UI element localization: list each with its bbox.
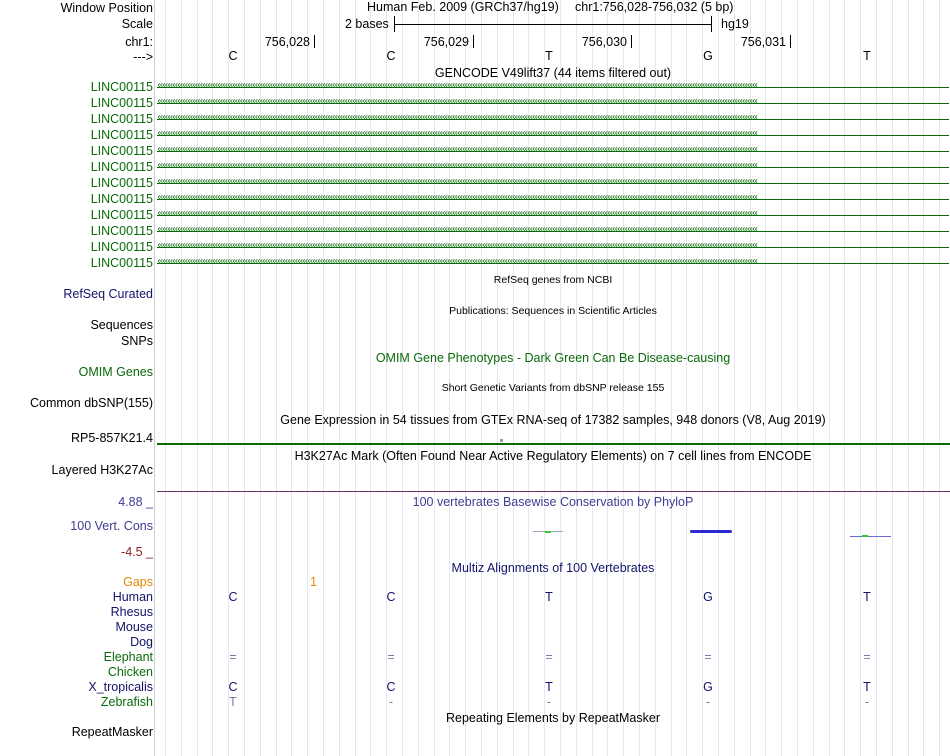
grid-line — [607, 0, 608, 756]
species-base: C — [386, 680, 396, 694]
grid-line — [560, 0, 561, 756]
grid-line — [718, 0, 719, 756]
gtex-marker — [500, 439, 503, 442]
gtex-track-title[interactable]: Gene Expression in 54 tissues from GTEx RNA-seq of 17382 samples, 948 donors (V8, Aug 2019) — [280, 413, 826, 427]
strand-arrows: ‹‹‹‹‹‹‹‹‹‹‹‹‹‹‹‹‹‹‹‹‹‹‹‹‹‹‹‹‹‹‹‹‹‹‹‹‹‹‹‹‹‹‹‹‹‹‹‹‹‹‹‹‹‹‹‹‹‹‹‹‹‹‹‹‹‹‹‹‹‹‹‹‹‹‹‹‹‹‹‹‹‹‹‹‹‹‹‹‹‹‹‹‹‹‹‹‹‹‹‹‹‹‹‹‹‹‹‹‹‹‹‹‹‹‹‹‹‹‹‹‹‹‹‹‹‹‹‹‹‹‹‹‹‹‹‹‹‹‹‹‹‹‹‹‹‹‹‹‹‹‹‹‹‹‹‹‹‹‹‹‹‹‹‹‹‹‹‹‹‹‹‹‹‹‹‹‹‹‹‹‹‹‹‹‹‹‹‹‹‹‹‹‹‹‹‹‹‹‹‹‹‹‹‹‹‹‹‹‹‹‹‹‹‹‹‹‹‹‹‹‹‹‹‹‹‹‹‹‹‹‹‹‹‹‹‹‹‹‹‹ — [157, 83, 757, 91]
grid-line — [750, 0, 751, 756]
gencode-transcript-label[interactable]: LINC00115 — [90, 80, 153, 94]
gencode-transcript-label[interactable]: LINC00115 — [90, 256, 153, 270]
species-base: - — [705, 695, 711, 709]
strand-arrows: ‹‹‹‹‹‹‹‹‹‹‹‹‹‹‹‹‹‹‹‹‹‹‹‹‹‹‹‹‹‹‹‹‹‹‹‹‹‹‹‹‹‹‹‹‹‹‹‹‹‹‹‹‹‹‹‹‹‹‹‹‹‹‹‹‹‹‹‹‹‹‹‹‹‹‹‹‹‹‹‹‹‹‹‹‹‹‹‹‹‹‹‹‹‹‹‹‹‹‹‹‹‹‹‹‹‹‹‹‹‹‹‹‹‹‹‹‹‹‹‹‹‹‹‹‹‹‹‹‹‹‹‹‹‹‹‹‹‹‹‹‹‹‹‹‹‹‹‹‹‹‹‹‹‹‹‹‹‹‹‹‹‹‹‹‹‹‹‹‹‹‹‹‹‹‹‹‹‹‹‹‹‹‹‹‹‹‹‹‹‹‹‹‹‹‹‹‹‹‹‹‹‹‹‹‹‹‹‹‹‹‹‹‹‹‹‹‹‹‹‹‹‹‹‹‹‹‹‹‹‹‹‹‹‹‹‹‹‹‹‹ — [157, 259, 757, 267]
scale-label: Scale — [121, 17, 153, 31]
h3k27ac-track-title[interactable]: H3K27Ac Mark (Often Found Near Active Regulatory Elements) on 7 cell lines from ENCODE — [294, 449, 812, 463]
repeatmasker-track-title[interactable]: Repeating Elements by RepeatMasker — [445, 711, 660, 725]
grid-line — [623, 0, 624, 756]
ruler-tick-mark — [790, 35, 791, 48]
window-position-label: Window Position — [60, 1, 153, 15]
species-base: = — [545, 650, 553, 664]
species-base: T — [545, 590, 553, 604]
grid-line — [449, 0, 450, 756]
gencode-transcript-label[interactable]: LINC00115 — [90, 112, 153, 126]
grid-line — [892, 0, 893, 756]
gtex-expression-line[interactable] — [157, 443, 950, 445]
species-base: T — [863, 680, 871, 694]
ruler-tick-mark — [314, 35, 315, 48]
gencode-transcript-label[interactable]: LINC00115 — [90, 240, 153, 254]
gencode-transcript[interactable] — [157, 83, 949, 92]
window-position-assembly: Human Feb. 2009 (GRCh37/hg19) — [367, 0, 559, 14]
species-label[interactable]: Dog — [130, 635, 153, 649]
gencode-transcript[interactable] — [157, 259, 949, 268]
grid-line — [497, 0, 498, 756]
gencode-transcript[interactable] — [157, 147, 949, 156]
sequence-base: T — [545, 49, 553, 63]
species-label[interactable]: Human — [112, 590, 153, 604]
grid-line — [592, 0, 593, 756]
species-base: = — [229, 650, 237, 664]
species-base: - — [864, 695, 870, 709]
grid-line — [576, 0, 577, 756]
grid-line — [860, 0, 861, 756]
sequence-base: G — [703, 49, 713, 63]
gencode-transcript[interactable] — [157, 243, 949, 252]
ruler-tick-label: 756,030 — [581, 35, 627, 49]
strand-arrows: ‹‹‹‹‹‹‹‹‹‹‹‹‹‹‹‹‹‹‹‹‹‹‹‹‹‹‹‹‹‹‹‹‹‹‹‹‹‹‹‹‹‹‹‹‹‹‹‹‹‹‹‹‹‹‹‹‹‹‹‹‹‹‹‹‹‹‹‹‹‹‹‹‹‹‹‹‹‹‹‹‹‹‹‹‹‹‹‹‹‹‹‹‹‹‹‹‹‹‹‹‹‹‹‹‹‹‹‹‹‹‹‹‹‹‹‹‹‹‹‹‹‹‹‹‹‹‹‹‹‹‹‹‹‹‹‹‹‹‹‹‹‹‹‹‹‹‹‹‹‹‹‹‹‹‹‹‹‹‹‹‹‹‹‹‹‹‹‹‹‹‹‹‹‹‹‹‹‹‹‹‹‹‹‹‹‹‹‹‹‹‹‹‹‹‹‹‹‹‹‹‹‹‹‹‹‹‹‹‹‹‹‹‹‹‹‹‹‹‹‹‹‹‹‹‹‹‹‹‹‹‹‹‹‹‹‹‹‹‹‹ — [157, 195, 757, 203]
sequence-base: C — [228, 49, 238, 63]
h3k27ac-track-label[interactable]: Layered H3K27Ac — [51, 463, 153, 477]
gencode-transcript[interactable] — [157, 131, 949, 140]
ruler-tick-mark — [631, 35, 632, 48]
h3k27ac-signal-line — [157, 491, 950, 492]
species-base: - — [388, 695, 394, 709]
multiz-track-title[interactable]: Multiz Alignments of 100 Vertebrates — [451, 561, 655, 575]
grid-line — [702, 0, 703, 756]
grid-line — [228, 0, 229, 756]
refseq-track-label[interactable]: RefSeq Curated — [63, 287, 153, 301]
gencode-transcript[interactable] — [157, 179, 949, 188]
species-label[interactable]: Zebrafish — [100, 695, 153, 709]
species-base: T — [545, 680, 553, 694]
conservation-ymax: 4.88 _ — [118, 495, 153, 509]
species-label[interactable]: X_tropicalis — [88, 680, 153, 694]
grid-line — [876, 0, 877, 756]
grid-line — [418, 0, 419, 756]
species-base: C — [228, 590, 238, 604]
grid-line — [434, 0, 435, 756]
species-base: - — [546, 695, 552, 709]
grid-line — [765, 0, 766, 756]
grid-line — [671, 0, 672, 756]
grid-line — [639, 0, 640, 756]
grid-line — [181, 0, 182, 756]
species-label[interactable]: Mouse — [115, 620, 153, 634]
sequence-base: T — [863, 49, 871, 63]
conservation-bar-5 — [850, 536, 891, 537]
grid-line — [402, 0, 403, 756]
gencode-transcript-label[interactable]: LINC00115 — [90, 224, 153, 238]
species-label[interactable]: Elephant — [103, 650, 153, 664]
grid-line — [844, 0, 845, 756]
grid-line — [813, 0, 814, 756]
strand-arrows: ‹‹‹‹‹‹‹‹‹‹‹‹‹‹‹‹‹‹‹‹‹‹‹‹‹‹‹‹‹‹‹‹‹‹‹‹‹‹‹‹‹‹‹‹‹‹‹‹‹‹‹‹‹‹‹‹‹‹‹‹‹‹‹‹‹‹‹‹‹‹‹‹‹‹‹‹‹‹‹‹‹‹‹‹‹‹‹‹‹‹‹‹‹‹‹‹‹‹‹‹‹‹‹‹‹‹‹‹‹‹‹‹‹‹‹‹‹‹‹‹‹‹‹‹‹‹‹‹‹‹‹‹‹‹‹‹‹‹‹‹‹‹‹‹‹‹‹‹‹‹‹‹‹‹‹‹‹‹‹‹‹‹‹‹‹‹‹‹‹‹‹‹‹‹‹‹‹‹‹‹‹‹‹‹‹‹‹‹‹‹‹‹‹‹‹‹‹‹‹‹‹‹‹‹‹‹‹‹‹‹‹‹‹‹‹‹‹‹‹‹‹‹‹‹‹‹‹‹‹‹‹‹‹‹‹‹‹‹‹‹ — [157, 131, 757, 139]
gencode-transcript[interactable] — [157, 195, 949, 204]
grid-line — [197, 0, 198, 756]
grid-line — [244, 0, 245, 756]
strand-arrows: ‹‹‹‹‹‹‹‹‹‹‹‹‹‹‹‹‹‹‹‹‹‹‹‹‹‹‹‹‹‹‹‹‹‹‹‹‹‹‹‹‹‹‹‹‹‹‹‹‹‹‹‹‹‹‹‹‹‹‹‹‹‹‹‹‹‹‹‹‹‹‹‹‹‹‹‹‹‹‹‹‹‹‹‹‹‹‹‹‹‹‹‹‹‹‹‹‹‹‹‹‹‹‹‹‹‹‹‹‹‹‹‹‹‹‹‹‹‹‹‹‹‹‹‹‹‹‹‹‹‹‹‹‹‹‹‹‹‹‹‹‹‹‹‹‹‹‹‹‹‹‹‹‹‹‹‹‹‹‹‹‹‹‹‹‹‹‹‹‹‹‹‹‹‹‹‹‹‹‹‹‹‹‹‹‹‹‹‹‹‹‹‹‹‹‹‹‹‹‹‹‹‹‹‹‹‹‹‹‹‹‹‹‹‹‹‹‹‹‹‹‹‹‹‹‹‹‹‹‹‹‹‹‹‹‹‹‹‹‹‹ — [157, 147, 757, 155]
gencode-track-title[interactable]: GENCODE V49lift37 (44 items filtered out) — [434, 66, 672, 80]
omim-track-label[interactable]: OMIM Genes — [78, 365, 153, 379]
grid-line — [212, 0, 213, 756]
species-base: G — [703, 590, 713, 604]
strand-arrows: ‹‹‹‹‹‹‹‹‹‹‹‹‹‹‹‹‹‹‹‹‹‹‹‹‹‹‹‹‹‹‹‹‹‹‹‹‹‹‹‹‹‹‹‹‹‹‹‹‹‹‹‹‹‹‹‹‹‹‹‹‹‹‹‹‹‹‹‹‹‹‹‹‹‹‹‹‹‹‹‹‹‹‹‹‹‹‹‹‹‹‹‹‹‹‹‹‹‹‹‹‹‹‹‹‹‹‹‹‹‹‹‹‹‹‹‹‹‹‹‹‹‹‹‹‹‹‹‹‹‹‹‹‹‹‹‹‹‹‹‹‹‹‹‹‹‹‹‹‹‹‹‹‹‹‹‹‹‹‹‹‹‹‹‹‹‹‹‹‹‹‹‹‹‹‹‹‹‹‹‹‹‹‹‹‹‹‹‹‹‹‹‹‹‹‹‹‹‹‹‹‹‹‹‹‹‹‹‹‹‹‹‹‹‹‹‹‹‹‹‹‹‹‹‹‹‹‹‹‹‹‹‹‹‹‹‹‹‹‹‹ — [157, 179, 757, 187]
grid-line — [307, 0, 308, 756]
gencode-transcript-label[interactable]: LINC00115 — [90, 192, 153, 206]
gencode-transcript[interactable] — [157, 163, 949, 172]
conservation-bar-5-peak — [862, 535, 868, 537]
snps-track-label[interactable]: SNPs — [121, 334, 153, 348]
grid-line — [481, 0, 482, 756]
grid-line — [370, 0, 371, 756]
strand-arrows: ‹‹‹‹‹‹‹‹‹‹‹‹‹‹‹‹‹‹‹‹‹‹‹‹‹‹‹‹‹‹‹‹‹‹‹‹‹‹‹‹‹‹‹‹‹‹‹‹‹‹‹‹‹‹‹‹‹‹‹‹‹‹‹‹‹‹‹‹‹‹‹‹‹‹‹‹‹‹‹‹‹‹‹‹‹‹‹‹‹‹‹‹‹‹‹‹‹‹‹‹‹‹‹‹‹‹‹‹‹‹‹‹‹‹‹‹‹‹‹‹‹‹‹‹‹‹‹‹‹‹‹‹‹‹‹‹‹‹‹‹‹‹‹‹‹‹‹‹‹‹‹‹‹‹‹‹‹‹‹‹‹‹‹‹‹‹‹‹‹‹‹‹‹‹‹‹‹‹‹‹‹‹‹‹‹‹‹‹‹‹‹‹‹‹‹‹‹‹‹‹‹‹‹‹‹‹‹‹‹‹‹‹‹‹‹‹‹‹‹‹‹‹‹‹‹‹‹‹‹‹‹‹‹‹‹‹‹‹‹‹ — [157, 211, 757, 219]
grid-line — [829, 0, 830, 756]
grid-line — [355, 0, 356, 756]
grid-line — [908, 0, 909, 756]
gencode-transcript-label[interactable]: LINC00115 — [90, 160, 153, 174]
gencode-transcript-label[interactable]: LINC00115 — [90, 176, 153, 190]
ruler-tick-label: 756,028 — [264, 35, 310, 49]
gencode-transcript-label[interactable]: LINC00115 — [90, 96, 153, 110]
conservation-ymin: -4.5 _ — [121, 545, 153, 559]
conservation-track-title[interactable]: 100 vertebrates Basewise Conservation by PhyloP — [412, 495, 694, 509]
species-base: C — [228, 680, 238, 694]
strand-arrows: ‹‹‹‹‹‹‹‹‹‹‹‹‹‹‹‹‹‹‹‹‹‹‹‹‹‹‹‹‹‹‹‹‹‹‹‹‹‹‹‹‹‹‹‹‹‹‹‹‹‹‹‹‹‹‹‹‹‹‹‹‹‹‹‹‹‹‹‹‹‹‹‹‹‹‹‹‹‹‹‹‹‹‹‹‹‹‹‹‹‹‹‹‹‹‹‹‹‹‹‹‹‹‹‹‹‹‹‹‹‹‹‹‹‹‹‹‹‹‹‹‹‹‹‹‹‹‹‹‹‹‹‹‹‹‹‹‹‹‹‹‹‹‹‹‹‹‹‹‹‹‹‹‹‹‹‹‹‹‹‹‹‹‹‹‹‹‹‹‹‹‹‹‹‹‹‹‹‹‹‹‹‹‹‹‹‹‹‹‹‹‹‹‹‹‹‹‹‹‹‹‹‹‹‹‹‹‹‹‹‹‹‹‹‹‹‹‹‹‹‹‹‹‹‹‹‹‹‹‹‹‹‹‹‹‹‹‹‹‹‹ — [157, 243, 757, 251]
species-base: G — [703, 680, 713, 694]
publications-track-title[interactable]: Publications: Sequences in Scientific Articles — [449, 305, 657, 317]
window-position-coords[interactable]: chr1:756,028-756,032 (5 bp) — [575, 0, 734, 14]
gtex-track-label[interactable]: RP5-857K21.4 — [70, 431, 153, 445]
conservation-bar-3-peak — [545, 531, 551, 533]
gaps-count: 1 — [310, 575, 317, 589]
gencode-transcript[interactable] — [157, 99, 949, 108]
scale-bar — [394, 16, 712, 32]
grid-line — [465, 0, 466, 756]
publications-track-label[interactable]: Sequences — [90, 318, 153, 332]
species-base: T — [229, 695, 237, 709]
gaps-label[interactable]: Gaps — [123, 575, 153, 589]
gencode-transcript[interactable] — [157, 211, 949, 220]
grid-line — [797, 0, 798, 756]
grid-line — [339, 0, 340, 756]
dbsnp-track-label[interactable]: Common dbSNP(155) — [30, 396, 153, 410]
omim-track-title[interactable]: OMIM Gene Phenotypes - Dark Green Can Be Disease-causing — [375, 351, 731, 365]
strand-arrow[interactable]: ---> — [133, 50, 153, 64]
strand-arrows: ‹‹‹‹‹‹‹‹‹‹‹‹‹‹‹‹‹‹‹‹‹‹‹‹‹‹‹‹‹‹‹‹‹‹‹‹‹‹‹‹‹‹‹‹‹‹‹‹‹‹‹‹‹‹‹‹‹‹‹‹‹‹‹‹‹‹‹‹‹‹‹‹‹‹‹‹‹‹‹‹‹‹‹‹‹‹‹‹‹‹‹‹‹‹‹‹‹‹‹‹‹‹‹‹‹‹‹‹‹‹‹‹‹‹‹‹‹‹‹‹‹‹‹‹‹‹‹‹‹‹‹‹‹‹‹‹‹‹‹‹‹‹‹‹‹‹‹‹‹‹‹‹‹‹‹‹‹‹‹‹‹‹‹‹‹‹‹‹‹‹‹‹‹‹‹‹‹‹‹‹‹‹‹‹‹‹‹‹‹‹‹‹‹‹‹‹‹‹‹‹‹‹‹‹‹‹‹‹‹‹‹‹‹‹‹‹‹‹‹‹‹‹‹‹‹‹‹‹‹‹‹‹‹‹‹‹‹‹‹‹ — [157, 163, 757, 171]
grid-line — [291, 0, 292, 756]
dbsnp-track-title[interactable]: Short Genetic Variants from dbSNP release 155 — [441, 382, 665, 394]
grid-line — [165, 0, 166, 756]
gencode-transcript-label[interactable]: LINC00115 — [90, 208, 153, 222]
strand-arrows: ‹‹‹‹‹‹‹‹‹‹‹‹‹‹‹‹‹‹‹‹‹‹‹‹‹‹‹‹‹‹‹‹‹‹‹‹‹‹‹‹‹‹‹‹‹‹‹‹‹‹‹‹‹‹‹‹‹‹‹‹‹‹‹‹‹‹‹‹‹‹‹‹‹‹‹‹‹‹‹‹‹‹‹‹‹‹‹‹‹‹‹‹‹‹‹‹‹‹‹‹‹‹‹‹‹‹‹‹‹‹‹‹‹‹‹‹‹‹‹‹‹‹‹‹‹‹‹‹‹‹‹‹‹‹‹‹‹‹‹‹‹‹‹‹‹‹‹‹‹‹‹‹‹‹‹‹‹‹‹‹‹‹‹‹‹‹‹‹‹‹‹‹‹‹‹‹‹‹‹‹‹‹‹‹‹‹‹‹‹‹‹‹‹‹‹‹‹‹‹‹‹‹‹‹‹‹‹‹‹‹‹‹‹‹‹‹‹‹‹‹‹‹‹‹‹‹‹‹‹‹‹‹‹‹‹‹‹‹‹‹ — [157, 115, 757, 123]
grid-line — [386, 0, 387, 756]
gencode-transcript[interactable] — [157, 115, 949, 124]
species-base: = — [387, 650, 395, 664]
grid-line — [781, 0, 782, 756]
grid-line — [734, 0, 735, 756]
gencode-transcript-label[interactable]: LINC00115 — [90, 128, 153, 142]
ruler-tick-label: 756,031 — [740, 35, 786, 49]
species-base: = — [863, 650, 871, 664]
grid-line — [276, 0, 277, 756]
grid-line — [513, 0, 514, 756]
strand-arrows: ‹‹‹‹‹‹‹‹‹‹‹‹‹‹‹‹‹‹‹‹‹‹‹‹‹‹‹‹‹‹‹‹‹‹‹‹‹‹‹‹‹‹‹‹‹‹‹‹‹‹‹‹‹‹‹‹‹‹‹‹‹‹‹‹‹‹‹‹‹‹‹‹‹‹‹‹‹‹‹‹‹‹‹‹‹‹‹‹‹‹‹‹‹‹‹‹‹‹‹‹‹‹‹‹‹‹‹‹‹‹‹‹‹‹‹‹‹‹‹‹‹‹‹‹‹‹‹‹‹‹‹‹‹‹‹‹‹‹‹‹‹‹‹‹‹‹‹‹‹‹‹‹‹‹‹‹‹‹‹‹‹‹‹‹‹‹‹‹‹‹‹‹‹‹‹‹‹‹‹‹‹‹‹‹‹‹‹‹‹‹‹‹‹‹‹‹‹‹‹‹‹‹‹‹‹‹‹‹‹‹‹‹‹‹‹‹‹‹‹‹‹‹‹‹‹‹‹‹‹‹‹‹‹‹‹‹‹‹‹‹ — [157, 99, 757, 107]
gencode-transcript[interactable] — [157, 227, 949, 236]
grid-line — [323, 0, 324, 756]
label-column-separator — [154, 0, 155, 756]
grid-line — [939, 0, 940, 756]
ruler-tick-label: 756,029 — [423, 35, 469, 49]
species-label[interactable]: Rhesus — [110, 605, 153, 619]
grid-line — [260, 0, 261, 756]
repeatmasker-track-label[interactable]: RepeatMasker — [71, 725, 153, 739]
scale-bar-text: 2 bases — [345, 17, 389, 31]
refseq-track-title[interactable]: RefSeq genes from NCBI — [493, 274, 613, 286]
sequence-base: C — [386, 49, 396, 63]
chrom-label: chr1: — [125, 35, 153, 49]
strand-arrows: ‹‹‹‹‹‹‹‹‹‹‹‹‹‹‹‹‹‹‹‹‹‹‹‹‹‹‹‹‹‹‹‹‹‹‹‹‹‹‹‹‹‹‹‹‹‹‹‹‹‹‹‹‹‹‹‹‹‹‹‹‹‹‹‹‹‹‹‹‹‹‹‹‹‹‹‹‹‹‹‹‹‹‹‹‹‹‹‹‹‹‹‹‹‹‹‹‹‹‹‹‹‹‹‹‹‹‹‹‹‹‹‹‹‹‹‹‹‹‹‹‹‹‹‹‹‹‹‹‹‹‹‹‹‹‹‹‹‹‹‹‹‹‹‹‹‹‹‹‹‹‹‹‹‹‹‹‹‹‹‹‹‹‹‹‹‹‹‹‹‹‹‹‹‹‹‹‹‹‹‹‹‹‹‹‹‹‹‹‹‹‹‹‹‹‹‹‹‹‹‹‹‹‹‹‹‹‹‹‹‹‹‹‹‹‹‹‹‹‹‹‹‹‹‹‹‹‹‹‹‹‹‹‹‹‹‹‹‹‹‹ — [157, 227, 757, 235]
grid-line — [544, 0, 545, 756]
species-base: C — [386, 590, 396, 604]
species-base: T — [863, 590, 871, 604]
conservation-bar-4 — [690, 530, 732, 533]
conservation-track-label[interactable]: 100 Vert. Cons — [70, 519, 153, 533]
species-base: = — [704, 650, 712, 664]
grid-line — [528, 0, 529, 756]
gencode-transcript-label[interactable]: LINC00115 — [90, 144, 153, 158]
scale-assembly: hg19 — [721, 17, 749, 31]
species-label[interactable]: Chicken — [107, 665, 153, 679]
ruler-tick-mark — [473, 35, 474, 48]
grid-line — [686, 0, 687, 756]
grid-line — [655, 0, 656, 756]
grid-line — [923, 0, 924, 756]
